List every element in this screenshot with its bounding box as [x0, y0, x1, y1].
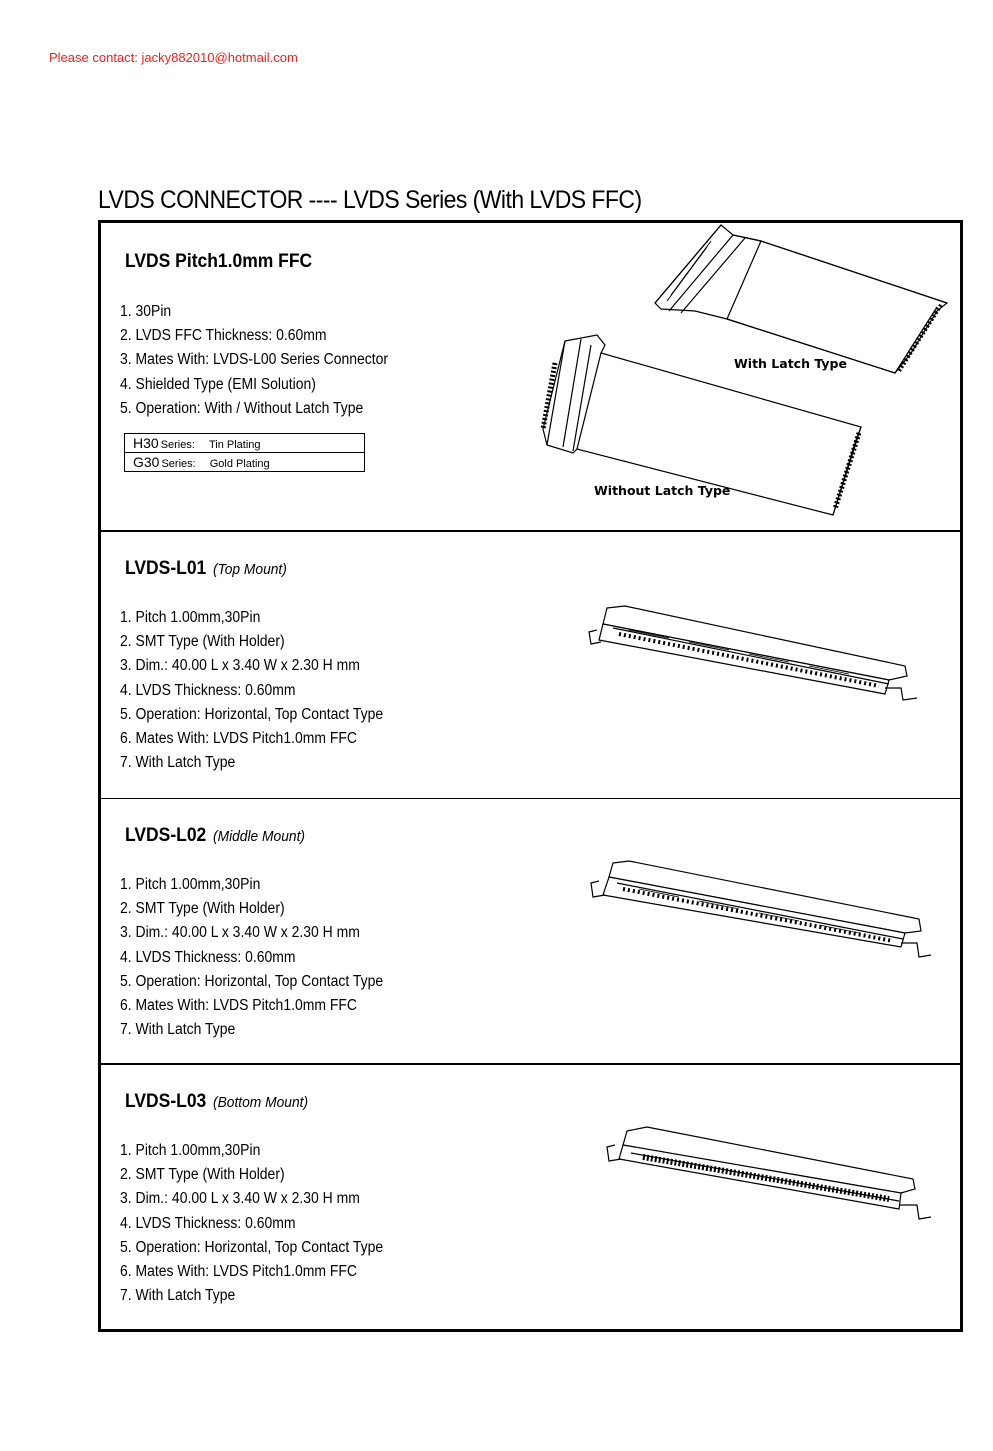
spec-item: 2. SMT Type (With Holder)	[120, 900, 285, 918]
spec-item: 3. Dim.: 40.00 L x 3.40 W x 2.30 H mm	[120, 657, 360, 675]
spec-item: 5. Operation: Horizontal, Top Contact Type	[120, 972, 384, 990]
series-code: G30	[133, 454, 160, 470]
section-subtitle: (Middle Mount)	[212, 828, 306, 845]
spec-item: 7. With Latch Type	[120, 1287, 236, 1305]
series-label: Series:	[161, 458, 196, 470]
plating-type: Tin Plating	[208, 439, 261, 451]
section-ffc	[101, 223, 960, 532]
contact-email: Please contact: jacky882010@hotmail.com	[49, 50, 298, 65]
section-title-text: LVDS-L01	[125, 558, 207, 579]
spec-item: 1. Pitch 1.00mm,30Pin	[120, 876, 261, 893]
spec-item: 2. SMT Type (With Holder)	[120, 633, 285, 651]
spec-item: 3. Dim.: 40.00 L x 3.40 W x 2.30 H mm	[120, 1190, 360, 1208]
section-subtitle: (Top Mount)	[212, 561, 287, 578]
spec-item: 1. 30Pin	[120, 303, 172, 320]
connector-l01-drawing	[589, 604, 924, 704]
spec-item: 5. Operation: Horizontal, Top Contact Type	[120, 1238, 384, 1256]
spec-list	[120, 1139, 412, 1308]
spec-item: 7. With Latch Type	[120, 754, 236, 772]
spec-frame	[98, 220, 963, 1332]
spec-item: 4. Shielded Type (EMI Solution)	[120, 375, 316, 393]
section-subtitle: (Bottom Mount)	[212, 1094, 309, 1111]
spec-item: 3. Dim.: 40.00 L x 3.40 W x 2.30 H mm	[120, 924, 360, 942]
connector-l03-drawing	[607, 1127, 937, 1237]
section-lvds-l03	[101, 1065, 960, 1329]
section-title-text: LVDS-L03	[125, 1091, 207, 1112]
spec-item: 6. Mates With: LVDS Pitch1.0mm FFC	[120, 1262, 357, 1280]
plating-type: Gold Plating	[209, 458, 270, 470]
spec-item: 1. Pitch 1.00mm,30Pin	[120, 609, 261, 626]
spec-item: 7. With Latch Type	[120, 1021, 236, 1039]
spec-item: 1. Pitch 1.00mm,30Pin	[120, 1142, 261, 1159]
spec-item: 6. Mates With: LVDS Pitch1.0mm FFC	[120, 729, 357, 747]
section-title	[125, 558, 287, 580]
spec-list	[120, 606, 412, 775]
series-code: H30	[133, 435, 159, 451]
spec-item: 6. Mates With: LVDS Pitch1.0mm FFC	[120, 996, 357, 1014]
spec-item: 4. LVDS Thickness: 0.60mm	[120, 681, 296, 699]
without-latch-caption: Without Latch Type	[594, 483, 731, 498]
series-cell	[125, 434, 365, 453]
spec-item: 4. LVDS Thickness: 0.60mm	[120, 948, 296, 966]
plating-series-table	[124, 433, 365, 472]
spec-item: 5. Operation: With / Without Latch Type	[120, 399, 364, 417]
section-lvds-l01	[101, 532, 960, 799]
spec-item: 5. Operation: Horizontal, Top Contact Type	[120, 705, 384, 723]
spec-item: 2. LVDS FFC Thickness: 0.60mm	[120, 327, 327, 345]
section-title	[125, 251, 312, 273]
connector-l02-drawing	[589, 861, 934, 971]
section-title	[125, 825, 305, 847]
page-title: LVDS CONNECTOR ---- LVDS Series (With LVDS FFC)	[98, 186, 642, 214]
with-latch-caption: With Latch Type	[734, 356, 847, 371]
spec-item: 4. LVDS Thickness: 0.60mm	[120, 1214, 296, 1232]
spec-list	[120, 300, 418, 421]
table-row	[125, 434, 365, 453]
spec-item: 2. SMT Type (With Holder)	[120, 1166, 285, 1184]
table-row	[125, 453, 365, 472]
section-title-text: LVDS-L02	[125, 825, 207, 846]
spec-item: 3. Mates With: LVDS-L00 Series Connector	[120, 351, 389, 369]
series-cell	[125, 453, 365, 472]
section-title-text: LVDS Pitch1.0mm FFC	[125, 251, 313, 272]
section-title	[125, 1091, 308, 1113]
series-label: Series:	[160, 439, 195, 451]
spec-list	[120, 873, 412, 1042]
section-lvds-l02	[101, 799, 960, 1065]
